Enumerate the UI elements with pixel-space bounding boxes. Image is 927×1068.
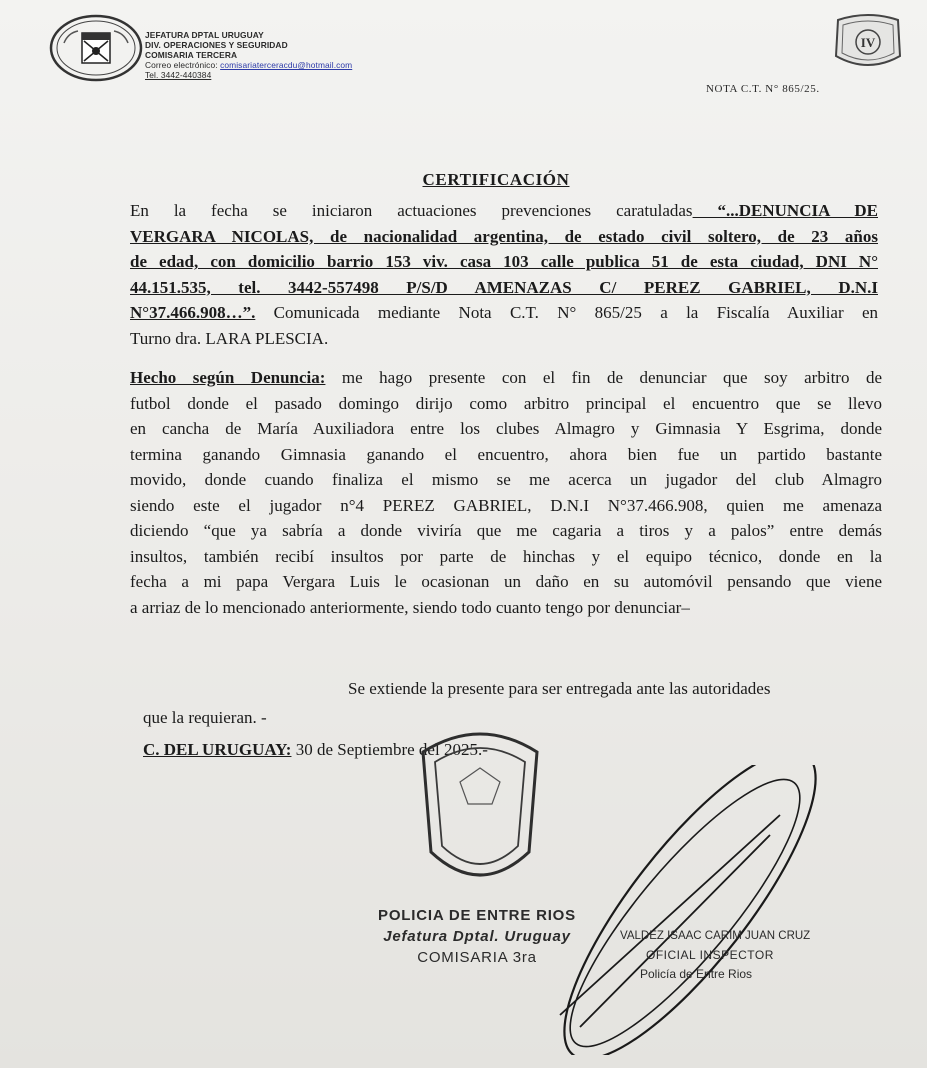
place: C. DEL URUGUAY: <box>143 740 292 759</box>
intro-line-1: En la fecha se iniciaron actuaciones prevenciones caratuladas “...DENUNCIA DE <box>130 201 878 220</box>
letterhead-line-2: DIV. OPERACIONES Y SEGURIDAD <box>145 40 288 50</box>
stamp-line-2: Jefatura Dptal. Uruguay <box>383 928 571 945</box>
stamp-line-1: POLICIA DE ENTRE RIOS <box>378 907 576 924</box>
hecho-label: Hecho según Denuncia: <box>130 368 326 387</box>
handwritten-signature-icon <box>520 765 850 1055</box>
email-link[interactable]: comisariatercer​acdu@hotmail.com <box>220 60 353 70</box>
signer-name: VALDEZ ISAAC CARIM JUAN CRUZ <box>620 930 811 942</box>
date: 30 de Septiembre del 2025.- <box>291 740 488 759</box>
stamp-line-3: COMISARIA 3ra <box>417 949 537 966</box>
document-title: CERTIFICACIÓN <box>422 170 570 189</box>
email-label: Correo electrónico: <box>145 60 221 70</box>
letterhead-phone: Tel. 3442-440384 <box>145 70 212 80</box>
letterhead-email-row <box>145 60 352 70</box>
hecho-line-5: movido, donde cuando finaliza el mismo se me acerca un jugador del club Almagro <box>130 470 882 489</box>
hecho-line-10: a arriaz de lo mencionado anteriormente, siendo todo cuanto tengo por denunciar– <box>130 597 690 617</box>
hecho-line-2: futbol donde el pasado domingo dirijo como arbitro principal el encuentro que se llevo <box>130 393 882 413</box>
hecho-line-6: siendo este el jugador n°4 PEREZ GABRIEL, D.N.I N°37.466.908, quien me amenaza <box>130 495 882 515</box>
comisaria-badge-icon <box>832 12 904 70</box>
signer-org: Policía de Entre Rios <box>640 967 753 981</box>
hecho-line-7: diciendo “que ya sabría a donde viviría que me cagaria a tiros y a palos” entre demás <box>130 521 882 540</box>
letterhead <box>145 30 352 80</box>
hecho-paragraph <box>130 365 882 620</box>
intro-paragraph <box>130 198 878 351</box>
hecho-line-3: en cancha de María Auxiliadora entre los clubes Almagro y Gimnasia Y Esgrima, donde <box>130 419 882 438</box>
badge-numeral: IV <box>860 35 876 50</box>
intro-line-4: 44.151.535, tel. 3442-557498 P/S/D AMENAZAS C/ PEREZ GABRIEL, D.N.I <box>130 277 878 297</box>
signature-block <box>620 927 810 984</box>
hecho-line-1: Hecho según Denuncia: me hago presente con el fin de denunciar que soy arbitro de <box>130 368 882 387</box>
intro-line-2: VERGARA NICOLAS, de nacionalidad argentina, de estado civil soltero, de 23 años <box>130 226 878 246</box>
signer-rank: OFICIAL INSPECTOR <box>646 948 774 962</box>
police-crest-logo <box>48 13 144 83</box>
hecho-line-4: termina ganando Gimnasia ganando el encuentro, ahora bien fue un partido bastante <box>130 444 882 464</box>
hecho-line-8: insultos, también recibí insultos por parte de hinchas y el equipo técnico, donde en la <box>130 546 882 566</box>
nota-number: NOTA C.T. N° 865/25. <box>706 83 820 95</box>
letterhead-line-3: COMISARIA TERCERA <box>145 50 238 60</box>
intro-line-3: de edad, con domicilio barrio 153 viv. casa 103 calle publica 51 de esta ciudad, DNI N° <box>130 252 878 271</box>
closing-line-2: que la requieran. - <box>143 708 267 727</box>
closing-line-1: Se extiende la presente para ser entregada ante las autoridades <box>348 679 771 698</box>
intro-line-6: Turno dra. LARA PLESCIA. <box>130 328 329 348</box>
hecho-line-9: fecha a mi papa Vergara Luis le ocasionan un daño en su automóvil pensando que viene <box>130 572 882 591</box>
letterhead-line-1: JEFATURA DPTAL URUGUAY <box>145 30 264 40</box>
intro-line-5: N°37.466.908…”. Comunicada mediante Nota C.T. N° 865/25 a la Fiscalía Auxiliar en <box>130 303 878 322</box>
